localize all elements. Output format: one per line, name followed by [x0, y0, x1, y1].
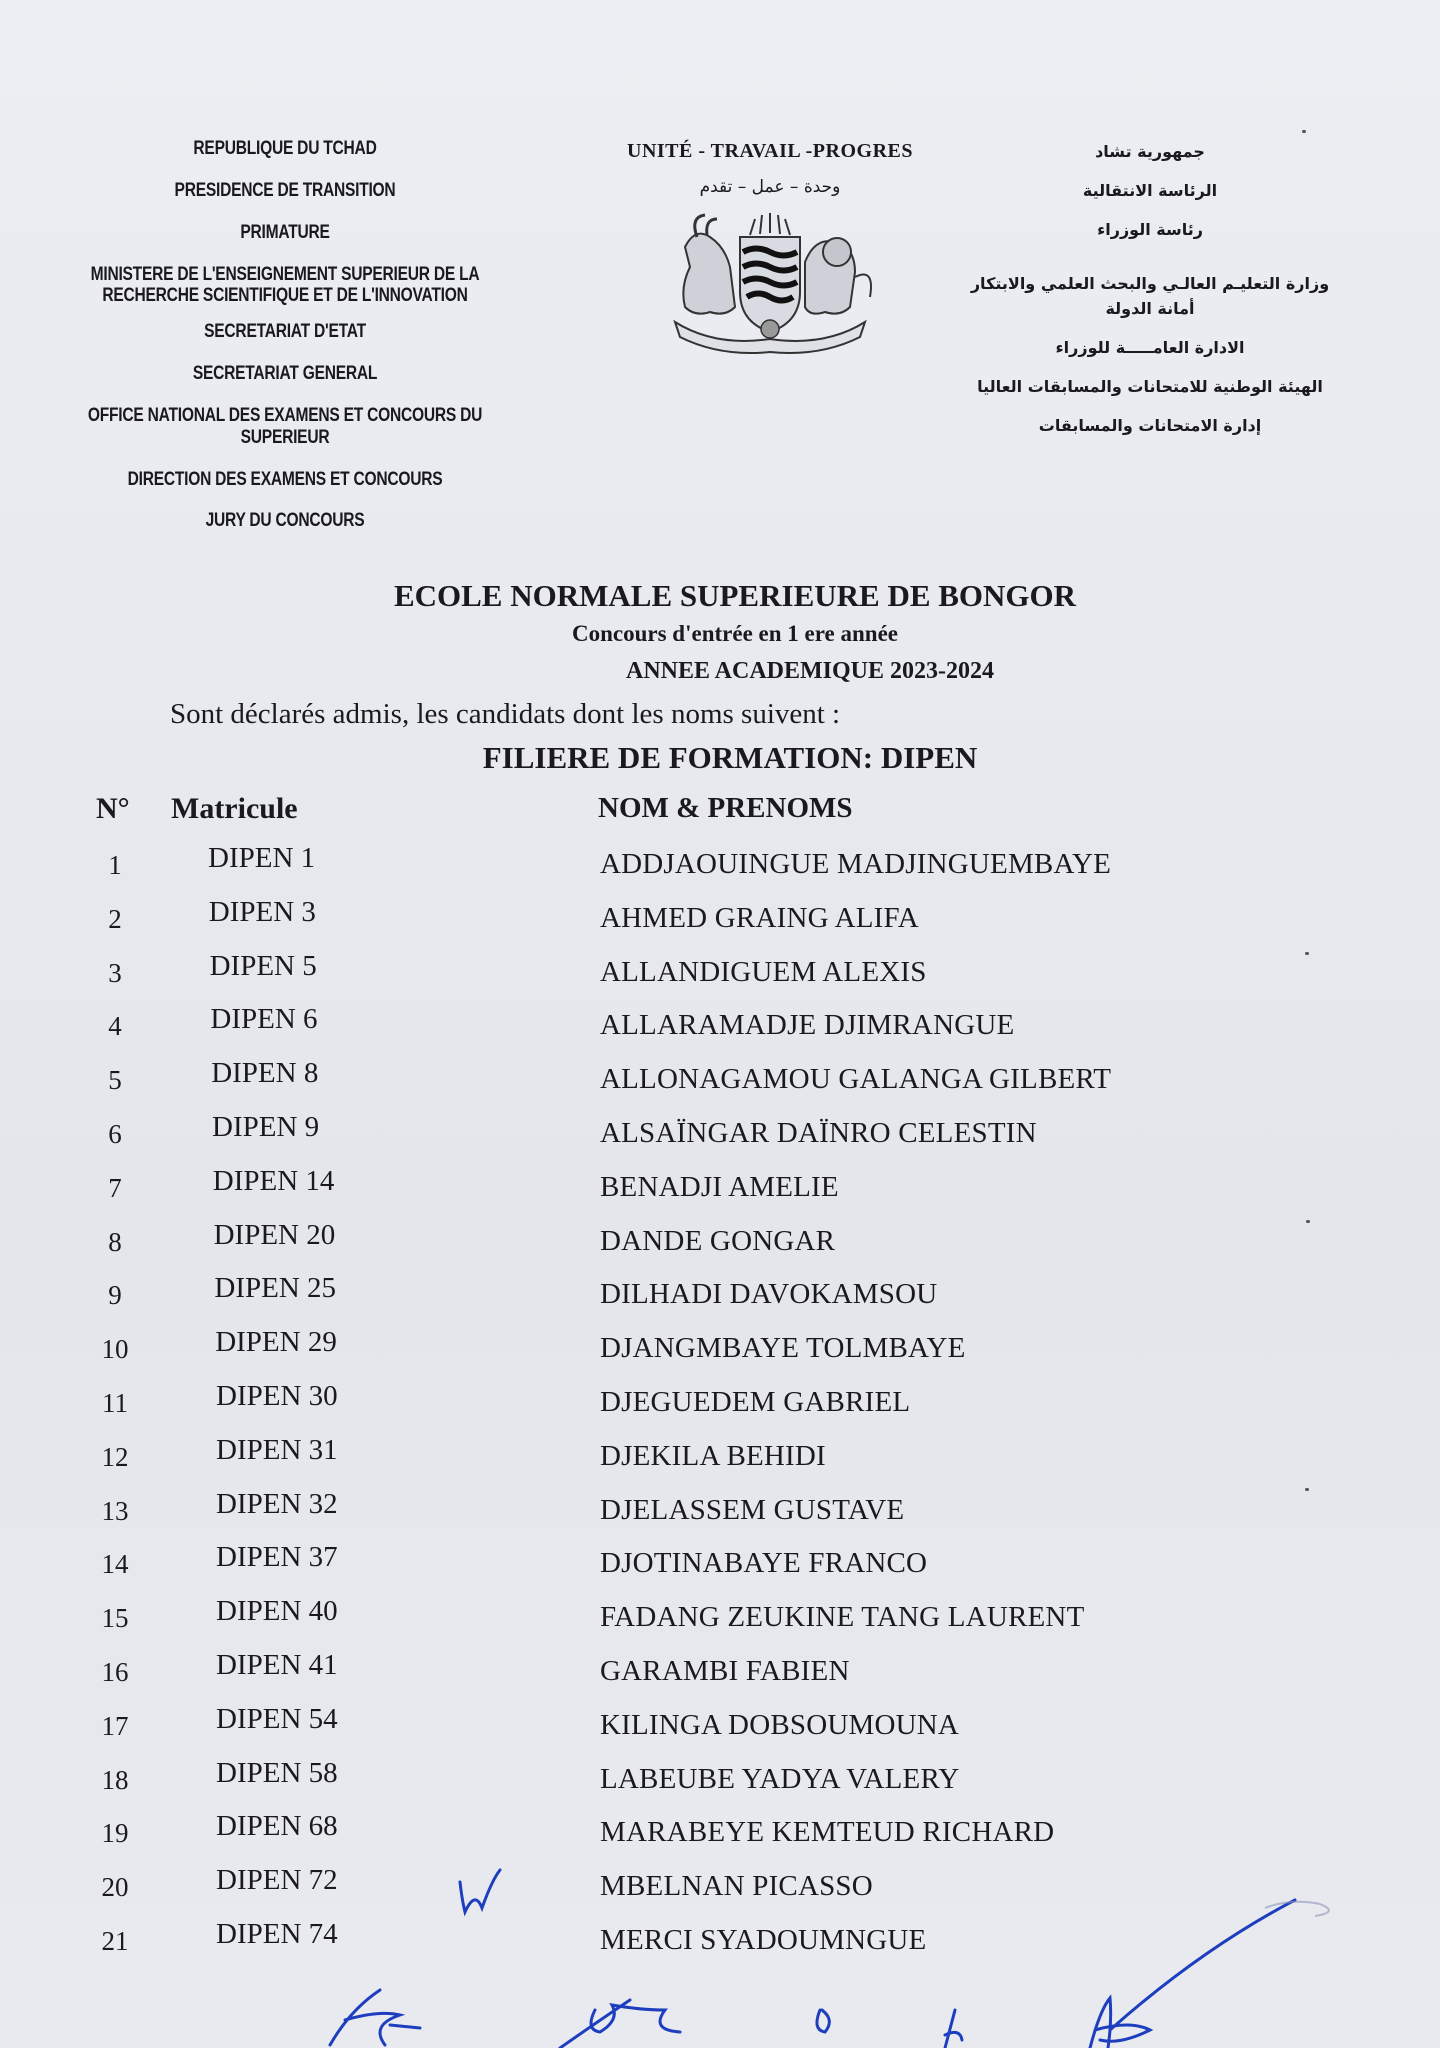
signature-3 [817, 2010, 829, 2032]
row-name: DJOTINABAYE FRANCO [600, 1547, 928, 1580]
signature-1 [330, 1990, 420, 2045]
table-row [0, 892, 1440, 946]
row-number: 18 [101, 1764, 129, 1795]
row-matricule: DIPEN 40 [216, 1595, 338, 1628]
table-row [0, 1376, 1440, 1430]
row-matricule: DIPEN 20 [213, 1218, 336, 1251]
table-row [0, 1430, 1440, 1484]
row-matricule: DIPEN 9 [212, 1110, 320, 1143]
table-row [0, 1322, 1440, 1376]
row-name: BENADJI AMELIE [600, 1170, 839, 1203]
row-matricule: DIPEN 29 [215, 1326, 337, 1359]
row-matricule: DIPEN 32 [216, 1487, 338, 1520]
row-matricule: DIPEN 41 [216, 1648, 338, 1681]
header-right-arabic [960, 142, 1340, 456]
signatures [0, 1860, 1440, 2048]
table-row [0, 1107, 1440, 1161]
table-row [0, 1053, 1440, 1107]
row-number: 8 [108, 1226, 122, 1257]
speck [1306, 1220, 1310, 1223]
table-row [0, 1268, 1440, 1322]
row-matricule: DIPEN 25 [214, 1272, 337, 1305]
signature-5 [1090, 1900, 1295, 2048]
row-name: MERCI SYADOUMNGUE [600, 1923, 927, 1956]
row-name: AHMED GRAING ALIFA [600, 901, 919, 934]
speck [1302, 130, 1306, 133]
row-number: 6 [108, 1118, 122, 1149]
header-line-ar: الرئاسة الانتقالية [1082, 181, 1218, 201]
intro-text: Sont déclarés admis, les candidats dont les noms suivent : [170, 698, 841, 730]
header-line: DIRECTION DES EXAMENS ET CONCOURS [127, 468, 443, 490]
row-matricule: DIPEN 5 [209, 949, 317, 982]
table-row [0, 1215, 1440, 1269]
row-matricule: DIPEN 14 [212, 1164, 335, 1197]
row-number: 5 [108, 1065, 122, 1096]
row-name: KILINGA DOBSOUMOUNA [600, 1708, 960, 1741]
header-line-ar: إدارة الامتحانات والمسابقات [1038, 416, 1262, 436]
row-name: DJEGUEDEM GABRIEL [600, 1385, 911, 1418]
row-name: MARABEYE KEMTEUD RICHARD [600, 1816, 1055, 1849]
header-center [600, 140, 940, 357]
table-row [0, 946, 1440, 1000]
row-matricule: DIPEN 72 [216, 1864, 338, 1897]
column-header-matricule: Matricule [171, 792, 298, 825]
header-line: PRIMATURE [240, 221, 330, 243]
table-row [0, 1753, 1440, 1807]
table-row [0, 999, 1440, 1053]
national-motto-arabic: وحدة – عمل – تقدم [699, 177, 841, 197]
chad-coat-of-arms-icon [655, 207, 885, 357]
row-name: ALLONAGAMOU GALANGA GILBERT [600, 1063, 1112, 1096]
row-name: ALSAÏNGAR DAÏNRO CELESTIN [600, 1116, 1037, 1149]
header-line-ar: رئاسة الوزراء [1097, 220, 1203, 240]
header-line: OFFICE NATIONAL DES EXAMENS ET CONCOURS DU SUPERIEUR [87, 404, 483, 448]
row-number: 21 [101, 1925, 129, 1956]
row-number: 19 [101, 1818, 129, 1849]
table-row [0, 1484, 1440, 1538]
header-left-french [80, 138, 490, 552]
speck [1305, 1488, 1309, 1491]
table-row [0, 1699, 1440, 1753]
table-row [0, 1161, 1440, 1215]
header-line: PRESIDENCE DE TRANSITION [174, 179, 396, 201]
header-line: SECRETARIAT GENERAL [192, 363, 378, 385]
row-number: 9 [108, 1280, 122, 1311]
table-row [0, 1806, 1440, 1860]
row-matricule: DIPEN 68 [216, 1810, 338, 1843]
filiere-heading: FILIERE DE FORMATION: DIPEN [482, 740, 978, 775]
row-number: 1 [108, 850, 122, 880]
header-line-ar: الادارة العامـــــة للوزراء [1055, 337, 1245, 357]
header-line: REPUBLIQUE DU TCHAD [193, 138, 377, 159]
row-number: 10 [101, 1334, 129, 1365]
header-line: MINISTERE DE L'ENSEIGNEMENT SUPERIEUR DE LA RECHERCHE SCIENTIFIQUE ET DE L'INNOVATION [90, 263, 480, 307]
row-number: 13 [101, 1495, 129, 1526]
row-number: 3 [108, 957, 122, 988]
signature-4 [945, 2010, 962, 2048]
row-name: MBELNAN PICASSO [600, 1870, 873, 1903]
row-number: 12 [101, 1441, 129, 1472]
row-number: 7 [108, 1172, 122, 1203]
row-name: GARAMBI FABIEN [600, 1654, 850, 1687]
header-line: JURY DU CONCOURS [205, 510, 365, 532]
stamp-trace [1265, 1902, 1329, 1916]
school-title: ECOLE NORMALE SUPERIEURE DE BONGOR [393, 578, 1077, 613]
row-number: 4 [108, 1011, 122, 1042]
row-name: ADDJAOUINGUE MADJINGUEMBAYE [600, 848, 1112, 880]
row-name: DANDE GONGAR [600, 1224, 836, 1257]
row-name: DILHADI DAVOKAMSOU [600, 1278, 938, 1311]
header-line-ar: وزارة التعليـم العالـي والبحث العلمي والابتكار [970, 273, 1330, 293]
row-number: 16 [101, 1656, 129, 1687]
row-matricule: DIPEN 6 [210, 1003, 318, 1036]
header-line-ar: جمهورية تشاد [1095, 142, 1205, 161]
header-line-ar: أمانة الدولة [1105, 298, 1195, 318]
row-name: FADANG ZEUKINE TANG LAURENT [600, 1601, 1085, 1634]
academic-year: ANNEE ACADEMIQUE 2023-2024 [625, 658, 994, 684]
row-name: DJANGMBAYE TOLMBAYE [600, 1332, 966, 1365]
table-row [0, 1645, 1440, 1699]
row-name: ALLARAMADJE DJIMRANGUE [600, 1009, 1015, 1042]
contest-subtitle: Concours d'entrée en 1 ere année [572, 621, 898, 646]
row-matricule: DIPEN 3 [208, 895, 316, 928]
row-number: 15 [101, 1603, 129, 1634]
row-matricule: DIPEN 54 [216, 1702, 338, 1735]
header-line: SECRETARIAT D'ETAT [204, 321, 366, 343]
row-matricule: DIPEN 74 [216, 1917, 338, 1950]
row-number: 17 [101, 1710, 129, 1741]
row-matricule: DIPEN 37 [216, 1541, 338, 1574]
national-motto: UNITÉ - TRAVAIL -PROGRES [627, 140, 913, 162]
signature-initial [460, 1870, 500, 1912]
row-name: DJELASSEM GUSTAVE [600, 1493, 905, 1526]
row-name: DJEKILA BEHIDI [600, 1439, 826, 1472]
table-row [0, 838, 1440, 892]
row-name: ALLANDIGUEM ALEXIS [600, 955, 927, 988]
row-matricule: DIPEN 58 [216, 1756, 338, 1789]
row-number: 11 [102, 1387, 128, 1418]
speck [1305, 952, 1309, 955]
signature-2 [560, 2000, 680, 2048]
column-header-name: NOM & PRENOMS [598, 792, 853, 824]
table-row [0, 1537, 1440, 1591]
table-row [0, 1591, 1440, 1645]
results-table [0, 838, 1440, 1968]
row-matricule: DIPEN 31 [216, 1433, 338, 1466]
row-matricule: DIPEN 1 [208, 842, 316, 874]
row-name: LABEUBE YADYA VALERY [600, 1762, 960, 1795]
row-number: 2 [108, 903, 122, 934]
row-number: 14 [101, 1549, 129, 1580]
row-matricule: DIPEN 30 [216, 1379, 338, 1412]
row-matricule: DIPEN 8 [211, 1057, 319, 1090]
column-header-number: N° [96, 792, 130, 825]
row-number: 20 [101, 1872, 129, 1903]
header-line-ar: الهيئة الوطنية للامتحانات والمسابقات العاليا [977, 377, 1323, 397]
